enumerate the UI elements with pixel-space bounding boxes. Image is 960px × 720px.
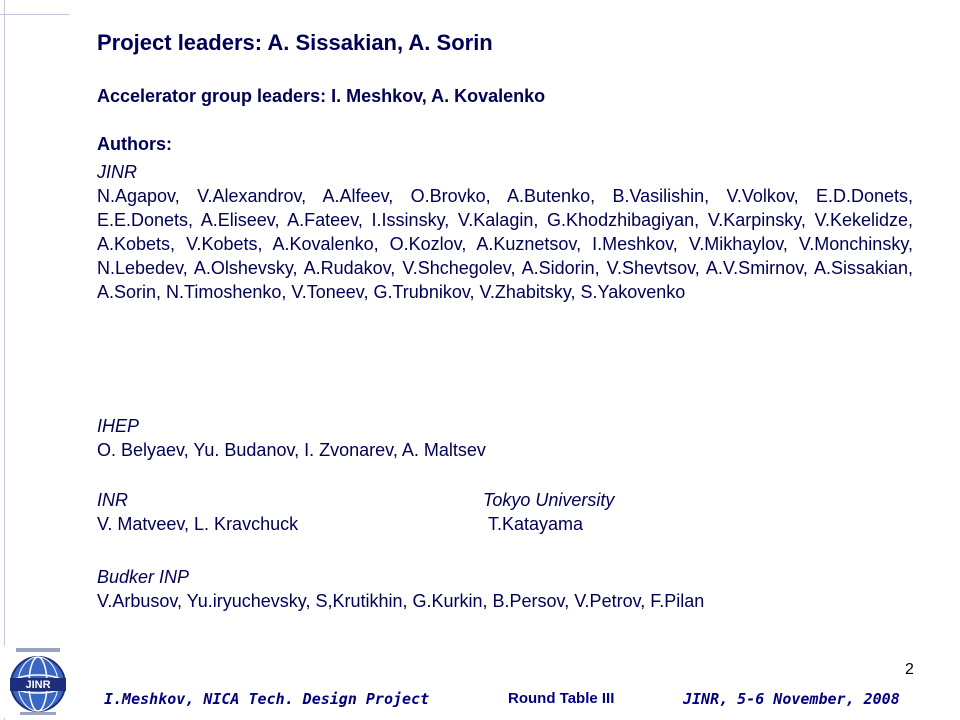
accelerator-leaders: Accelerator group leaders: I. Meshkov, A. Kovalenko — [97, 86, 546, 106]
author-list: O. Belyaev, Yu. Budanov, I. Zvonarev, A. Maltsev — [97, 440, 486, 460]
page-number: 2 — [905, 661, 914, 678]
footer-author: I.Meshkov, NICA Tech. Design Project — [104, 690, 430, 708]
author-list: N.Agapov, V.Alexandrov, A.Alfeev, O.Brovko, A.Butenko, B.Vasilishin, V.Volkov, E.D.Donets, E.E.Donets, A.Eliseev, A.Fateev, I.Issinsky, V.Kalagin, G.Khodzhibagiyan, V.Karpinsky, V.Kekelidze, A.Kobets, V.Kobets, A.Kovalenko, O.Kozlov, A.Kuznetsov, I.Meshkov, V.Mikhaylov, V.Monchinsky, N.Lebedev, A.Olshevsky, A.Rudakov, V.Shchegolev, A.Sidorin, V.Shevtsov, A.V.Smirnov, A.Sissakian, A.Sorin, N.Timoshenko, V.Toneev, G.Trubnikov, V.Zhabitsky, S.Yakovenko — [97, 186, 913, 302]
author-list: V. Matveev, L. Kravchuck — [97, 514, 299, 534]
author-group-inr — [97, 488, 477, 536]
authors-heading: Authors: — [97, 134, 172, 154]
author-group-ihep — [97, 414, 913, 462]
decorative-vertical-line — [4, 0, 5, 720]
author-group-tokyo — [483, 488, 783, 536]
author-list: V.Arbusov, Yu.iryuchevsky, S,Krutikhin, G.Kurkin, B.Persov, V.Petrov, F.Pilan — [97, 591, 705, 611]
page-title: Project leaders: A. Sissakian, A. Sorin — [97, 30, 493, 55]
author-group-budker — [97, 565, 913, 613]
org-name: Tokyo University — [483, 490, 615, 510]
org-name: INR — [97, 490, 128, 510]
author-group-jinr — [97, 160, 913, 304]
jinr-logo-icon — [2, 646, 74, 718]
decorative-horizontal-line — [0, 14, 70, 15]
footer-event: Round Table III — [508, 690, 615, 707]
org-name: IHEP — [97, 416, 140, 436]
footer-date: JINR, 5-6 November, 2008 — [683, 690, 900, 708]
org-name: Budker INP — [97, 567, 190, 587]
logo-text: JINR — [25, 679, 51, 691]
org-name: JINR — [97, 162, 137, 182]
author-list: T.Katayama — [488, 514, 584, 534]
